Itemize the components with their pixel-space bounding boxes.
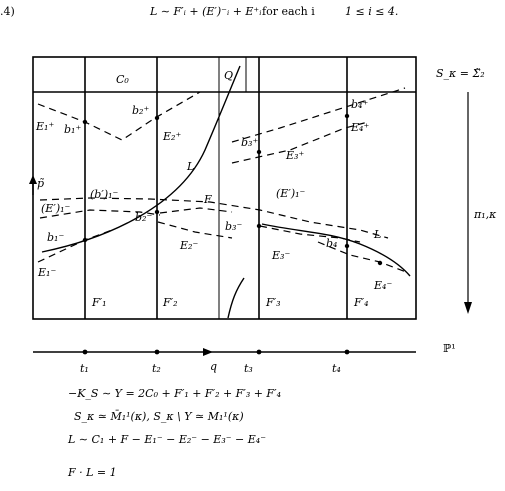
projection-arrowhead — [464, 302, 472, 314]
label-e3-minus: E₃⁻ — [272, 249, 291, 262]
label-t2: t₂ — [152, 362, 161, 375]
label-p1: ℙ¹ — [443, 342, 456, 355]
label-b2-minus: b₂⁻ — [135, 211, 153, 224]
label-e4-plus: E₄⁺ — [351, 121, 370, 134]
label-t3: t₃ — [244, 362, 253, 375]
b3-minus-point — [257, 224, 261, 228]
e2-minus-curve — [158, 222, 232, 238]
label-e4-minus: E₄⁻ — [374, 279, 393, 292]
b3-plus-point — [257, 150, 261, 154]
label-c0: C₀ — [116, 73, 129, 86]
label-b4-plus: b₄⁺ — [351, 98, 369, 111]
equation-4: F · L = 1 — [68, 466, 117, 479]
q-arrowhead — [203, 348, 213, 356]
label-eprime1-minus-left: (E′)₁⁻ — [41, 202, 71, 215]
label-f2-prime: F′₂ — [163, 296, 178, 309]
label-q: Q — [224, 69, 234, 82]
label-pi: π₁,κ — [474, 208, 497, 221]
header-equation: L ∼ F′ᵢ + (E′)⁻ᵢ + E⁺ᵢ — [150, 5, 262, 18]
point-t4 — [345, 350, 350, 355]
point-t2 — [155, 350, 160, 355]
label-e1-plus: E₁⁺ — [36, 120, 55, 133]
b2-minus-point — [155, 210, 159, 214]
p-tilde-arrowhead — [29, 175, 37, 184]
b4-plus-point — [345, 114, 349, 118]
equation-1: −K_S ∼ Y = 2C₀ + F′₁ + F′₂ + F′₃ + F′₄ — [68, 387, 281, 400]
b1-plus-point — [83, 120, 87, 124]
label-t1: t₁ — [80, 362, 89, 375]
b2-plus-point — [155, 116, 159, 120]
label-f: F — [204, 193, 212, 206]
label-e2-minus: E₂⁻ — [180, 239, 199, 252]
label-p-tilde: p̃ — [37, 177, 45, 190]
point-t3 — [257, 350, 262, 355]
b1-minus-point — [83, 238, 87, 242]
label-e1-minus: E₁⁻ — [38, 266, 57, 279]
point-t1 — [83, 350, 88, 355]
label-f4-prime: F′₄ — [354, 296, 369, 309]
b4-minus-point — [345, 244, 349, 248]
label-b4-minus: b₄ — [326, 237, 338, 250]
label-f3-prime: F′₃ — [266, 296, 281, 309]
label-b3-minus: b₃⁻ — [225, 220, 243, 233]
eprime1-minus-curve — [40, 198, 388, 238]
label-l: L — [187, 160, 195, 173]
label-eprime1-minus-right: (E′)₁⁻ — [276, 187, 306, 200]
label-e3-plus: E₃⁺ — [286, 149, 305, 162]
label-b3-plus: b₃⁺ — [241, 136, 259, 149]
header-qualifier: for each i — [262, 5, 315, 18]
equation-2: S_κ ≃ M̄₁¹(κ), S_κ \ Y ≃ M₁¹(κ) — [74, 410, 244, 423]
label-b2-plus: b₂⁺ — [132, 104, 150, 117]
label-l-right: L — [374, 228, 382, 241]
label-e2-plus: E₂⁺ — [163, 130, 182, 143]
e4-minus-point — [378, 261, 382, 265]
equation-number: .4) — [0, 5, 15, 18]
label-t4: t₄ — [332, 362, 341, 375]
label-bprime1-minus: (b′)₁⁻ — [90, 188, 119, 201]
section-l-curve — [42, 66, 243, 252]
f-dashed-curve — [160, 208, 232, 213]
label-b1-plus: b₁⁺ — [64, 123, 82, 136]
label-s-kappa: S_κ = Σ̃₂ — [436, 67, 485, 80]
header-range: 1 ≤ i ≤ 4. — [345, 5, 399, 18]
equation-3: L ∼ C₁ + F − E₁⁻ − E₂⁻ − E₃⁻ − E₄⁻ — [68, 433, 267, 446]
label-f1-prime: F′₁ — [92, 296, 107, 309]
e2-plus-curve — [232, 88, 405, 142]
section-l-lower — [228, 278, 244, 318]
label-b1-minus: b₁⁻ — [47, 231, 65, 244]
label-q-base: q — [210, 360, 218, 373]
